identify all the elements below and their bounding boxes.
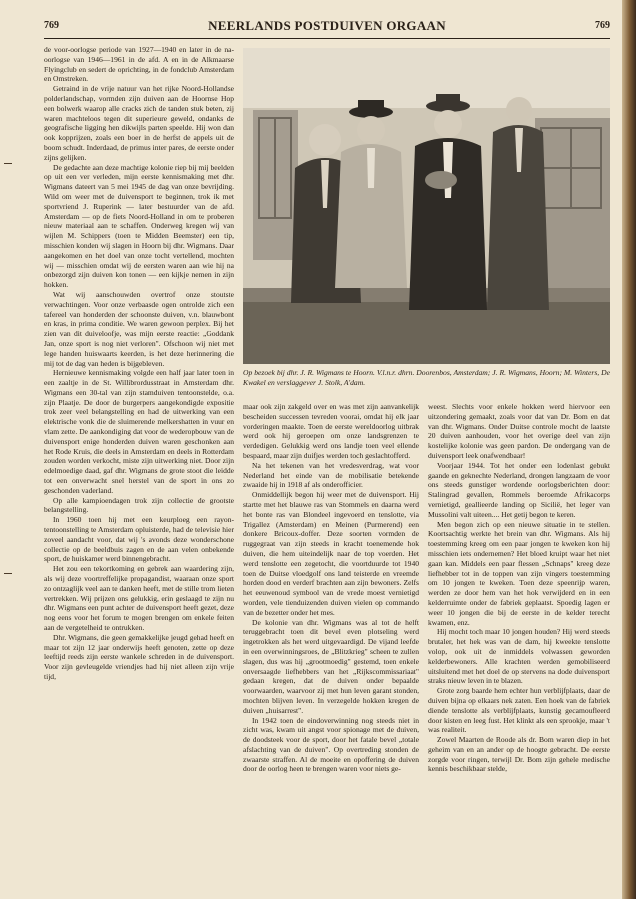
paragraph: Dhr. Wigmans, die geen gemakkelijke jeugd gehad heeft en maar tot zijn 12 jaar onderwijs heeft genoten, zette op deze leeftijd reeds zijn eerste wankele schreden in de duivensport. Voor zijn gevleugelde vriendjes had hij niet alleen zijn vrije tijd, bbox=[44, 632, 234, 681]
binding-mark bbox=[4, 163, 12, 164]
paragraph: De gedachte aan deze machtige kolonie riep bij mij beelden op uit een ver verleden, mijn eerste kennismaking met dhr. Wigmans dateert van 5 mei 1945 de dag van onze bevrijding. Wild om weer met de duivensport te beginnen, trok ik met sportvriend J. Ruperink — later bestuurder van de afd. Amsterdam — op de fiets Noord-Holland in om te proberen nieuw materiaal aan te schaffen. Onderweg kregen wij van wijlen M. Schippers (toen te Midden Beemster) een tip, misschien konden wij slagen in Hoorn bij dhr. Wigmans. Daar aangekomen en het doel van onze tocht vertellend, mochten wij — misschien omdat wij de eersten waren aan wie hij na onbezorgd zijn duiven kon tonen — een kijkje nemen in zijn hokken. bbox=[44, 162, 234, 290]
text-column-right bbox=[428, 402, 610, 893]
paragraph: Hernieuwe kennismaking volgde een half jaar later toen in een zaaltje in de St. Willibrordusstraat in Amsterdam dhr. Wigmans een 30-tal van zijn stamduiven tentoonstelde, o.a. zijn Plaatje. De door de burgerpers aangekondigde expositie trok zeer veel belangstelling en had de uitwerking van een elektrische vonk die de sluimerende melkershatten in vuur en vlam zette. De aankondiging dat voor de wederopbouw van de duivensport enige honderden duiven waren geschonken aan het Rode Kruis, die deels in Amsterdam en deels in Rotterdam zouden worden verkocht, miste zijn uitwerking niet. Door zijn edelmoedige daad, gaf dhr. Wigmans de grote stoot die leidde tot een onverwacht snel herstel van de sport in ons zo geschonden vaderland. bbox=[44, 368, 234, 495]
paragraph: Hij mocht toch maar 10 jongen houden? Hij werd steeds brutaler, het hek was van de dam, hij kweekte tenslotte volop, ook uit de inmiddels volwassen geworden kelderbewoners. Alle krachten werden gemobiliseerd uitsluitend met het doel de op stervens na dode duivensport straks nieuw leven in te blazen. bbox=[428, 627, 610, 686]
text-column-middle bbox=[243, 402, 419, 893]
paragraph: In 1942 toen de eindoverwinning nog steeds niet in zicht was, kwam uit angst voor spionage met de duiven, de doodsteek voor de sport, door het fatale bevel „totale afslachting van de duiven". Op overtreding stonden de zwaarste straffen. Al de moeite en opoffering de duiven door de oorlog heen te brengen waren voor niets ge- bbox=[243, 715, 419, 774]
paragraph: Onmiddellijk begon hij weer met de duivensport. Hij startte met het blauwe ras van Stommels en daarna werd het bonte ras van Blondeel ingevoerd en tenslotte, via Trigallez (Amsterdam) en Meinen (Purmerend) een donkere Bricoux-doffer. Deze soorten vormden de ruggegraat van zijn steeds in kracht toenemende hok duiven, die hem uiteindelijk naar de top voerden. Het werd tenslotte een zegetocht, die voortduurde tot 1940 toen de Duitse vloedgolf ons land teisterde en vreemde horden dood en verderf brachten aan zijn bewoners. Zelfs het eeuwenoud symbool van de vrede moest vernietigd worden, vele tienduizenden duiven vielen op commando van de bezetter onder het mes. bbox=[243, 490, 419, 617]
paragraph: In 1960 toen hij met een keurploeg een rayon-tentoonstelling te Amsterdam opluisterde, had de televisie hier zoveel aandacht voor, dat wij 's avonds deze wonderschone collectie op de beeldbuis zagen en de aan velen onbekende sport, de huiskamer werd binnengebracht. bbox=[44, 515, 234, 564]
paragraph: Op alle kampioendagen trok zijn collectie de grootste belangstelling. bbox=[44, 495, 234, 515]
page-number-right: 769 bbox=[595, 20, 610, 31]
binding-mark bbox=[4, 573, 12, 574]
paragraph: Grote zorg baarde hem echter hun verblijfplaats, daar de duiven bijna op elkaars nek zaten. Een hoek van de fabriek diende tenslotte als verblijfplaats, kunstig gecamoufleerd door kisten en leeg fust. Het klinkt als een sprookje, maar 't was realiteit. bbox=[428, 686, 610, 735]
paragraph: Wat wij aanschouwden overtrof onze stoutste verwachtingen. Voor onze verbaasde ogen ontrolde zich een tafereel van honderden der schoonste duiven, v.n. blauwbont en kras, in prima conditie. We waren gewoon perplex. Bij het zien van dit duiveloofje, was mijn eerste reactie: „Goddank Jan, onze sport is nog niet verloren". Ofschoon wij niet met lege handen huiswaarts keerden, is het deze herinnering die mij tot de dag van heden is bijgebleven. bbox=[44, 289, 234, 368]
paper-edge bbox=[622, 0, 636, 899]
paragraph: Na het tekenen van het vredesverdrag, wat voor Nederland het einde van de mobilisatie betekende zwaaide hij in 1918 af als onderofficier. bbox=[243, 460, 419, 490]
paragraph: de voor-oorlogse periode van 1927—1940 en later in de na-oorlogse van 1946—1961 in de afd. A en in de Alkmaarse Flyingclub en sedert de oprichting, in de fondclub Amsterdam en Omstreken. bbox=[44, 45, 234, 84]
photo-caption: Op bezoek bij dhr. J. R. Wigmans te Hoorn. V.l.n.r. dhrn. Doorenbos, Amsterdam; J. R. Wigmans, Hoorn; M. Winters, De Kwakel en verslaggever J. Stolk, A'dam. bbox=[243, 368, 610, 387]
paragraph: Het zou een tekortkoming en gebrek aan waardering zijn, als wij deze voortreffelijke propagandist, waaraan onze sport zo ontzaglijk veel aan te danken heeft, met de stille trom lieten vertrekken. Wij prijzen ons gelukkig, erin geslaagd te zijn nu dhr. Wigmans een punt achter de duivensport heeft gezet, deze nog eens voor het forum te mogen brengen om enkele feiten aan de vergetelheid te ontrukken. bbox=[44, 564, 234, 633]
paragraph: Men begon zich op een nieuwe situatie in te stellen. Koortsachtig werkte het brein van dhr. Wigmans. Als hij toestemming kreeg om een paar jongen te kweken kon hij misschien iets ondernemen? Het bloed kruipt waar het niet gaan kan. Middels een paar flessen „Schnaps" kreeg deze liefhebber tot in de toppen van zijn vingers toestemming om 10 jongen te kweken. Toen deze speenrijp waren, werden ze door hem van het hok verwijderd en in een kelderruimte onder de fabriek geplaatst. Spoedig lagen er weer 10 jongen die bij de eerste in de kelder terecht kwamen, enz. bbox=[428, 519, 610, 627]
photo-four-men bbox=[243, 48, 610, 364]
page-header bbox=[44, 18, 610, 39]
photo-illustration bbox=[243, 48, 610, 364]
paragraph: Zowel Maarten de Roode als dr. Bom waren diep in het geheim van en an ander op de hoogte gebracht. De eerste zorgde voor ringen, terwijl Dr. Bom zijn gehele medische kennis beschikbaar stelde, bbox=[428, 735, 610, 774]
paragraph: weest. Slechts voor enkele hokken werd hiervoor een uitzondering gemaakt, zoals voor dat van Dr. Bom en dat van dhr. Wigmans. Onder Duitse controle mocht de laatste 20 duiven aanhouden, voor het overige deel van zijn kostelijke kolonie was geen pardon. De ondergang van de duivensport leek onafwendbaar! bbox=[428, 402, 610, 460]
paragraph: Voorjaar 1944. Tot het onder een lodenlast gebukt gaande en geknechte Nederland, drongen langzaam de voor ons steeds gunstiger wordende oorlogsberichten door: Stalingrad gevallen, Rommels beroemde Afrikacorps vernietigd, geallieerde landing op Sicilië, het leger van Mussolini valt uiteen.... Het getij begon te keren. bbox=[428, 460, 610, 519]
masthead-title: NEERLANDS POSTDUIVEN ORGAAN bbox=[208, 18, 446, 33]
paragraph: De kolonie van dhr. Wigmans was al tot de helft teruggebracht toen dit bevel even plotseling werd ingetrokken als het werd uitgevaardigd. De vijand leefde in een overwinningsroes, de „Blitzkrieg" scheen te zullen slagen, dus was hij „grootmoedig" gestemd, toen enkele onversaagde liefhebbers van het „Rijkscommissariaat" gedaan kregen, dat de duiven onder bepaalde voorwaarden, waarvoor zij met hun leven garant stonden, mochten blijven leven. In verzegelde hokken kregen de duiven „huisarrest". bbox=[243, 617, 419, 715]
paragraph: maar ook zijn zakgeld over en was met zijn aanvankelijk bescheiden successen tevreden voorai, omdat hij elk jaar vorderingen maakte. Toen de eerste wereldoorlog uitbrak werd ook hij geroepen om onze landsgrenzen te verdedigen. Gelukkig werd ons landje toen veel ellende bespaard, maar zijn duifjes werden toch geslachtofferd. bbox=[243, 402, 419, 460]
paragraph: Getraind in de vrije natuur van het rijke Noord-Hollandse polderlandschap, vormden zijn duiven aan de Hoornse Hop een bolwerk waarop alle cracks zich de tanden stuk beten, zij waren machteloos tegen dit superieure geweld, ondanks de geografische ligging hen dikwijls parten speelde. Hij won dan ook kopprijzen, zoals een boer in de herfst de appels uit de boom schudt. Inderdaad, de primus inter pares, de eerste onder zijns gelijken. bbox=[44, 84, 234, 162]
text-column-left bbox=[44, 45, 234, 893]
page-number-left: 769 bbox=[44, 20, 59, 31]
